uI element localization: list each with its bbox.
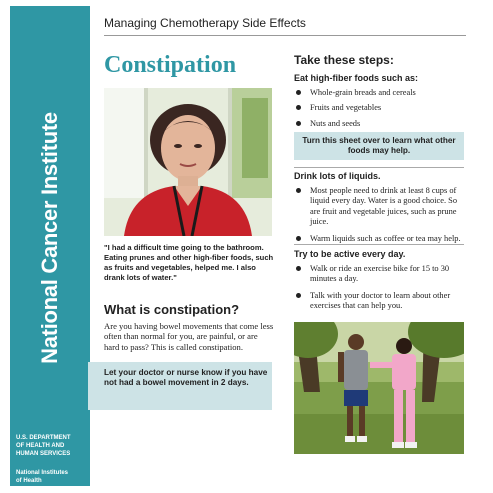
series-title: Managing Chemotherapy Side Effects [104,16,306,30]
list-item [294,186,466,228]
nih-line: of Health [16,478,42,484]
liquids-list [294,186,466,244]
nih-line: National Institutes [16,470,69,476]
bullet-icon [296,293,301,298]
list-item-text: Walk or ride an exercise bike for 15 to 30 minutes a day. [310,264,450,284]
list-item [294,88,466,98]
section-divider [294,167,464,168]
list-item [294,291,466,312]
section-text-what: Are you having bowel movements that come less often than normal for you, are painful, or are hard to pass? This is called constipation. [104,321,274,352]
patient-quote: "I had a difficult time going to the bathroom. Eating prunes and other high-fiber foods, such as fruits and vegetables, helped me. I also drank lots of water." [104,243,274,282]
hhs-line: HUMAN SERVICES [16,451,71,457]
bullet-icon [296,90,301,95]
hhs-line: OF HEALTH AND [16,443,65,449]
walking-photo [294,322,464,454]
bullet-icon [296,188,301,193]
list-item-text: Most people need to drink at least 8 cups of liquid every day. Water is a good choice. So are fruit and vegetable juices, such as prune juice. [310,186,458,227]
hhs-line: U.S. DEPARTMENT [16,435,71,441]
nih-label [16,469,86,485]
steps-heading: Take these steps: [294,53,394,67]
list-item-text: Warm liquids such as coffee or tea may help. [310,233,461,243]
list-item [294,234,466,244]
list-item [294,264,466,285]
header-divider [104,35,466,36]
list-item-text: Nuts and seeds [310,118,361,128]
org-name: National Cancer Institute [37,112,62,364]
bullet-icon [296,105,301,110]
bullet-icon [296,266,301,271]
sidebar-band [10,6,90,486]
fiber-list [294,88,466,129]
list-item-text: Fruits and vegetables [310,103,382,113]
list-item [294,103,466,113]
callout-doctor: Let your doctor or nurse know if you have not had a bowel movement in 2 days. [88,362,272,410]
list-item-text: Talk with your doctor to learn about other exercises that can help you. [310,290,451,311]
fiber-heading: Eat high-fiber foods such as: [294,73,419,83]
callout-turn-sheet: Turn this sheet over to learn what other foods may help. [294,132,464,160]
hhs-label [16,434,90,458]
section-heading-what: What is constipation? [104,302,240,317]
walking-photo-illustration [294,322,464,454]
patient-photo [104,88,272,236]
list-item-text: Whole-grain breads and cereals [310,88,416,97]
bullet-icon [296,121,301,126]
active-heading: Try to be active every day. [294,249,406,259]
liquids-heading: Drink lots of liquids. [294,171,381,181]
bullet-icon [296,236,301,241]
section-divider [294,244,464,245]
page-title: Constipation [104,52,237,78]
patient-photo-illustration [104,88,272,236]
active-list [294,264,466,312]
list-item [294,119,466,129]
